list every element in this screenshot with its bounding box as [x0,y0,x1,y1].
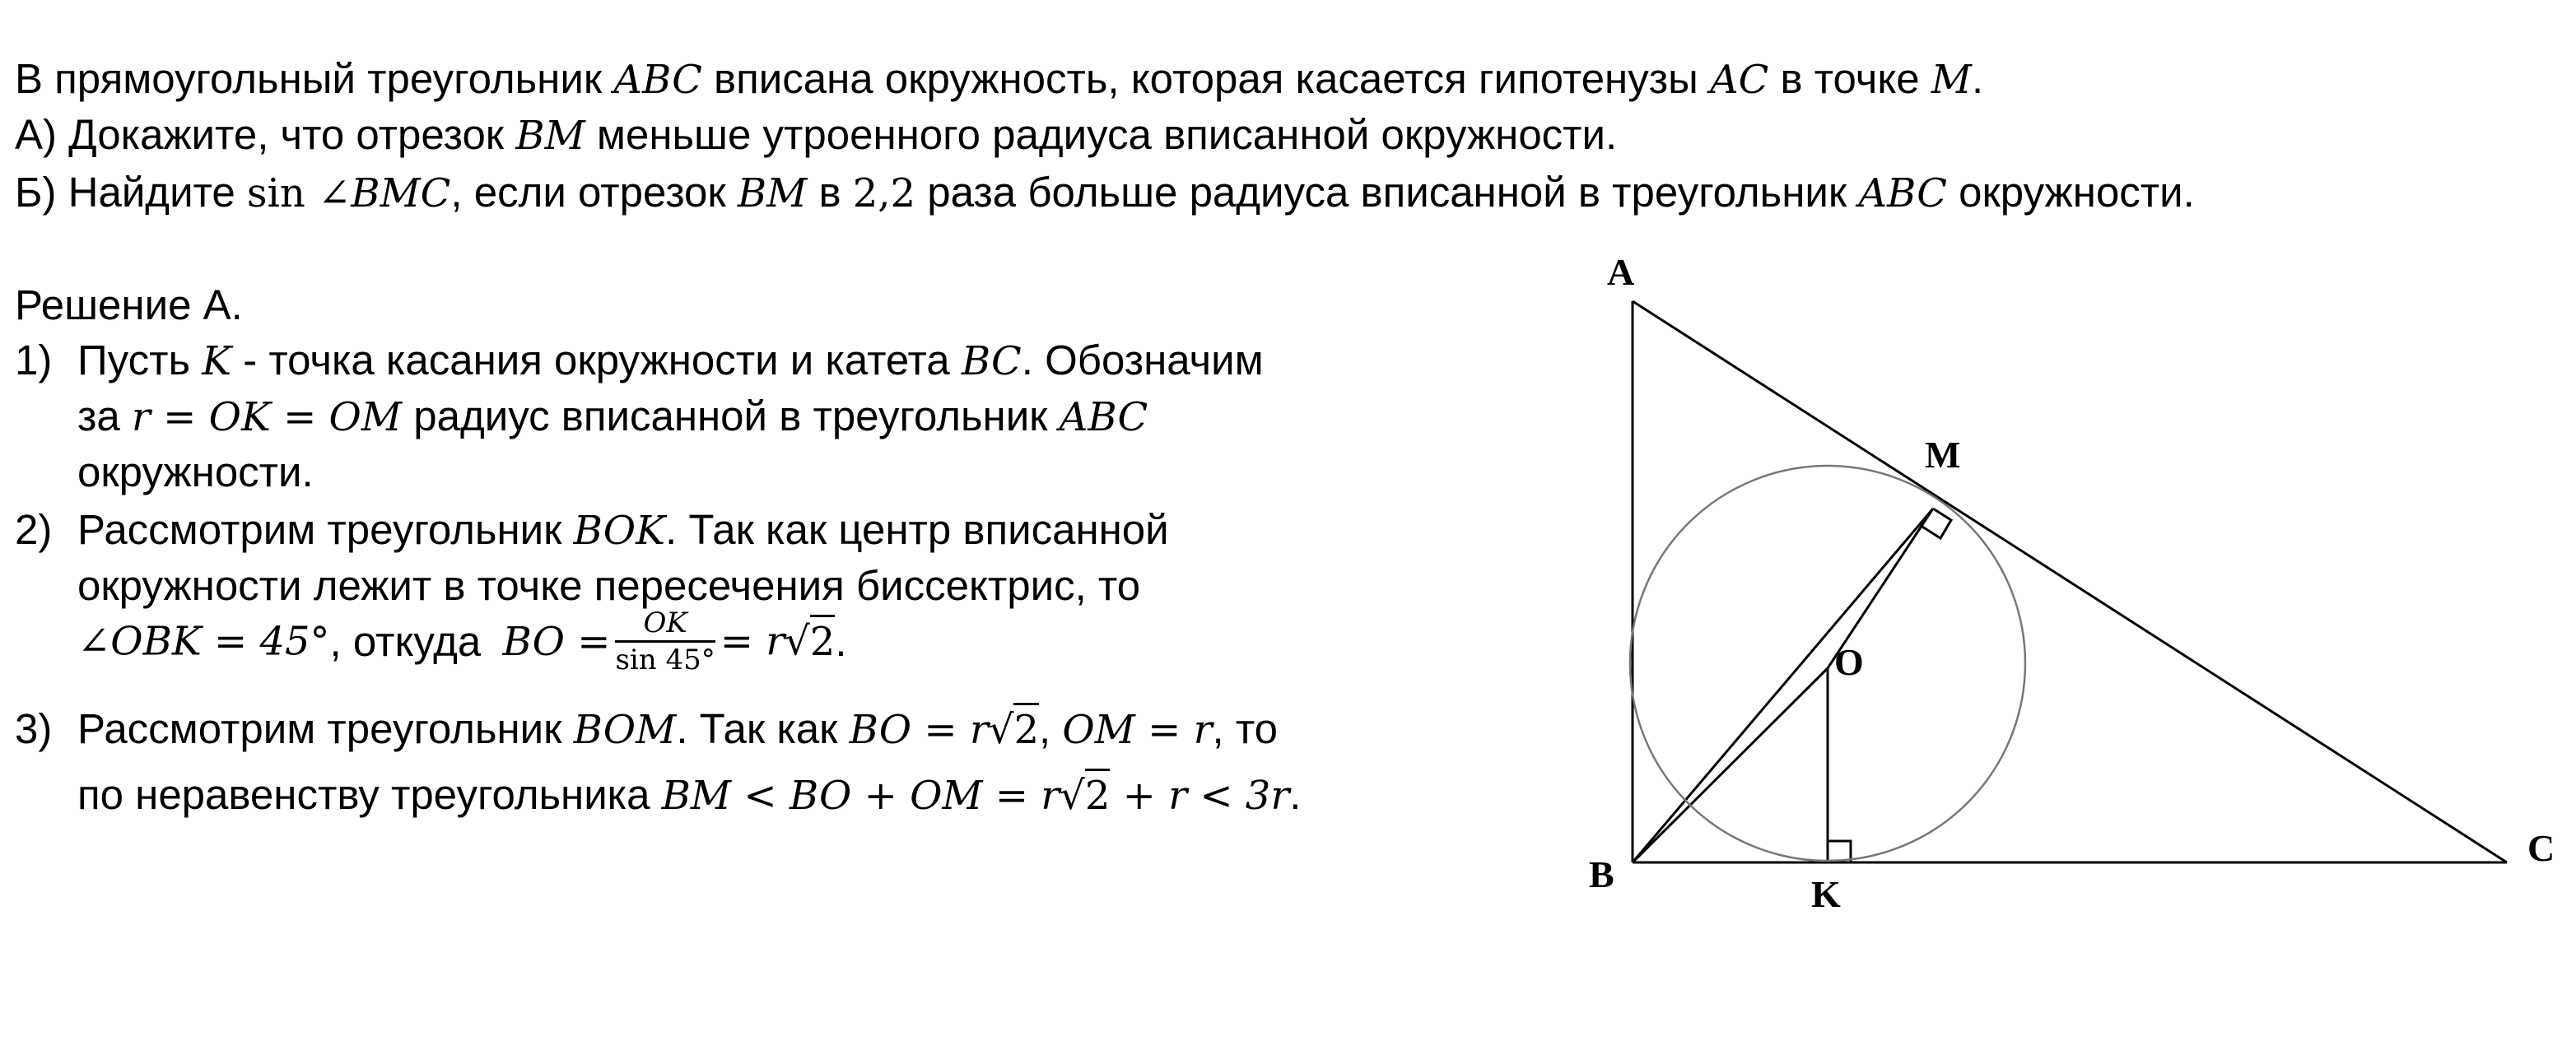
text: окружности. [1946,169,2195,216]
math-bm: BM [515,113,585,159]
math-bok: BOK [573,508,666,554]
text: . [835,618,847,665]
math-radius-eq: r = OK = OM [131,394,403,440]
sqrt-radicand: 2 [1085,769,1111,819]
sqrt-sign: √ [988,707,1014,753]
label-m: M [1925,434,1961,476]
math-abc: ABC [613,57,702,103]
math-inequality-tail: + r < 3r [1110,773,1290,819]
solution-title: Решение А. [15,281,243,328]
math-bc: BC [961,338,1022,384]
step-number: 1) [15,337,53,383]
text: . Так как [676,705,850,752]
sqrt-sign: √ [785,618,810,665]
math-number: 2,2 [852,170,916,216]
fraction-numerator: OK [615,609,715,643]
step-3-number: 3) [15,705,53,752]
text: Рассмотрим треугольник [77,506,574,553]
text: в точке [1768,55,1931,102]
text: А) Докажите, что отрезок [15,111,516,158]
step-2-line-2: окружности лежит в точке пересечения биссектрис, то [77,562,1141,609]
sqrt-radicand: 2 [1013,703,1039,753]
segment-bo [1633,668,1828,862]
side-ac [1633,301,2507,862]
label-c: C [2527,827,2555,869]
step-1-line-3: окружности. [77,448,314,495]
math-eq: = r [720,618,785,665]
math-bm: BM [737,170,808,216]
math-bo: BO = [502,618,611,665]
math-bom: BOM [573,707,677,753]
math-abc: ABC [1858,170,1947,216]
text: раза больше радиуса вписанной в треугольник [915,169,1859,216]
text: , [1038,705,1063,752]
math-sin: sin [246,170,305,216]
text: за [77,393,132,439]
segment-bm [1633,509,1933,862]
text: . [1971,55,1984,102]
label-o: O [1834,641,1864,683]
text: вписана окружность, которая касается гипотенузы [701,55,1710,102]
sqrt-radicand: 2 [810,615,836,665]
math-om-eq: OM = r [1062,707,1213,753]
text: . Так как центр вписанной [665,506,1169,553]
math-angle-bmc: ∠BMC [305,170,451,216]
text: Рассмотрим треугольник [77,705,574,752]
math-angle-obk: ∠OBK = 45° [77,618,330,665]
label-a: A [1607,251,1635,293]
text: радиус вписанной в треугольник [402,393,1060,439]
text: в [807,169,853,216]
label-k: K [1811,873,1841,915]
math-bo-eq: BO = r [849,707,989,753]
text: В прямоугольный треугольник [15,55,614,102]
right-angle-mark-m [1922,509,1951,538]
math-k: K [202,338,232,384]
math-ac: AC [1709,57,1769,103]
text: по неравенству треугольника [77,771,662,818]
text: Б) Найдите [15,169,247,216]
text: , откуда [329,618,493,665]
math-inequality: BM < BO + OM = r [661,773,1060,819]
step-2-number: 2) [15,506,53,553]
label-b: B [1589,853,1614,895]
text: . [1289,771,1302,818]
math-abc: ABC [1059,394,1148,440]
text: Пусть [77,337,203,383]
math-m: M [1931,57,1972,103]
text: меньше утроенного радиуса вписанной окружности. [585,111,1618,158]
text: - точка касания окружности и катета [231,337,962,383]
text: , то [1212,705,1279,752]
sqrt-sign: √ [1060,773,1085,819]
fraction-denominator: sin 45° [615,644,715,676]
text: , если отрезок [450,169,738,216]
text: . Обозначим [1021,337,1264,383]
